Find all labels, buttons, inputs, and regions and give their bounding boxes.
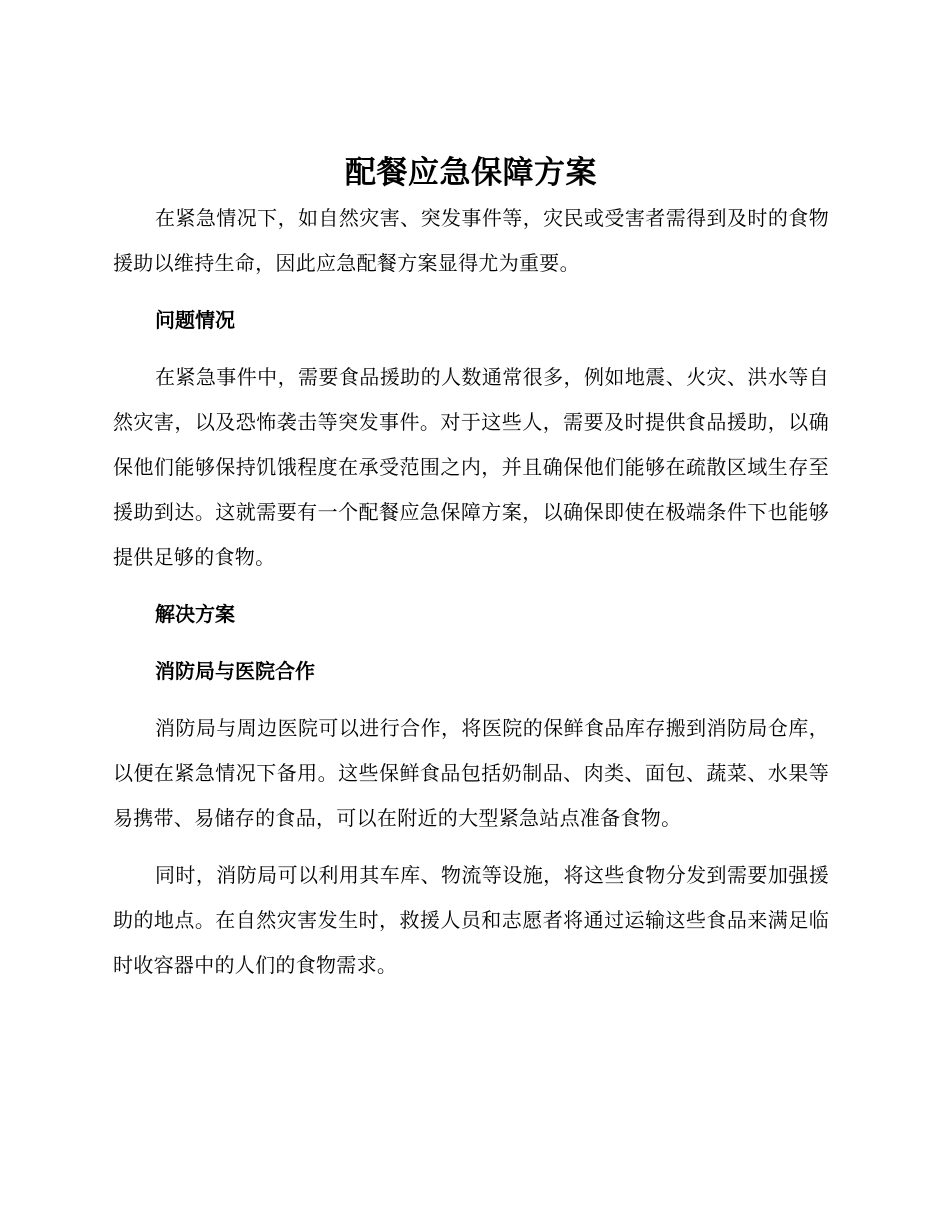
solution-paragraph-2: 同时，消防局可以利用其车库、物流等设施，将这些食物分发到需要加强援助的地点。在自然灾害发生时，救援人员和志愿者将通过运输这些食品来满足临时收容器中的人们的食物需求。 — [113, 863, 829, 977]
spacer — [113, 286, 829, 298]
spacer — [113, 841, 829, 853]
spacer — [113, 580, 829, 592]
problem-paragraph: 在紧急事件中，需要食品援助的人数通常很多，例如地震、火灾、洪水等自然灾害，以及恐怖袭击等突发事件。对于这些人，需要及时提供食品援助，以确保他们能够保持饥饿程度在承受范围之内，并且确保他们能够在疏散区域生存至援助到达。这就需要有一个配餐应急保障方案，以确保即使在极端条件下也能够提供足够的食物。 — [113, 365, 829, 569]
document-title: 配餐应急保障方案 — [345, 155, 597, 191]
intro-paragraph: 在紧急情况下，如自然灾害、突发事件等，灾民或受害者需得到及时的食物援助以维持生命，因此应急配餐方案显得尤为重要。 — [113, 206, 829, 275]
solution-paragraph-1: 消防局与周边医院可以进行合作，将医院的保鲜食品库存搬到消防局仓库，以便在紧急情况下备用。这些保鲜食品包括奶制品、肉类、面包、蔬菜、水果等易携带、易储存的食品，可以在附近的大型紧急站点准备食物。 — [113, 716, 829, 830]
spacer — [113, 343, 829, 355]
section-heading-problem: 问题情况 — [155, 308, 235, 332]
section-heading-solution: 解决方案 — [155, 602, 235, 626]
spacer — [113, 694, 829, 706]
subsection-heading-cooperation: 消防局与医院合作 — [155, 659, 315, 683]
spacer — [113, 637, 829, 649]
document-body — [113, 150, 829, 988]
